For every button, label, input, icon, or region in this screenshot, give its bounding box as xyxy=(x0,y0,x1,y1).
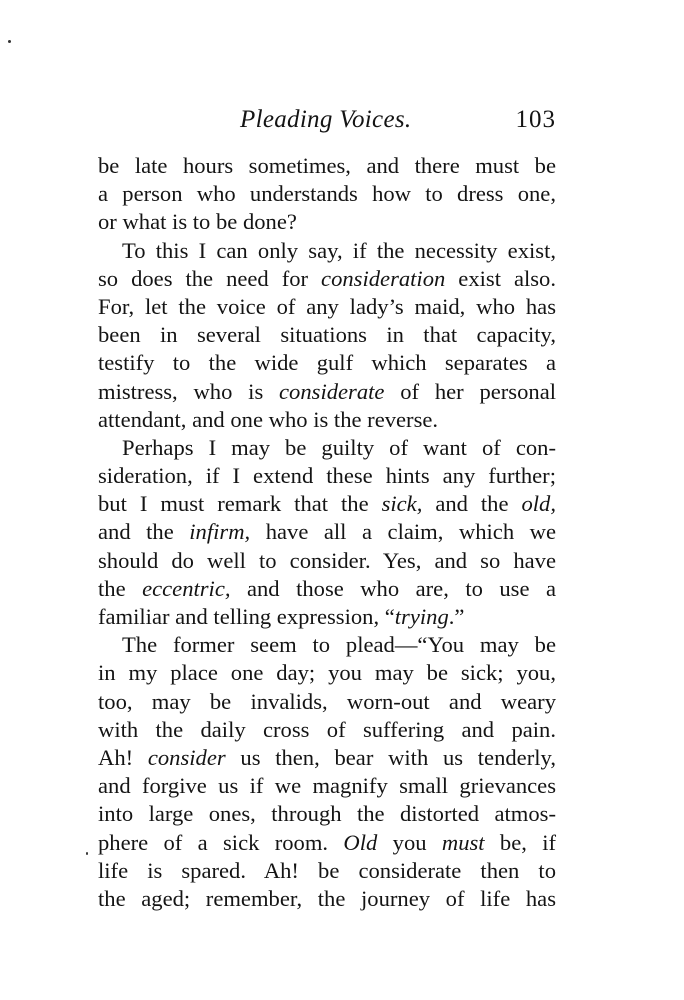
margin-speck xyxy=(8,40,11,43)
text-line xyxy=(98,434,556,462)
text-segment: To this I can only say, if the necessity exist, xyxy=(122,237,556,263)
text-line xyxy=(98,659,556,687)
text-line xyxy=(98,688,556,716)
text-line xyxy=(98,490,556,518)
text-segment: but I must remark that the xyxy=(98,491,382,517)
text-line xyxy=(98,885,556,913)
text-line xyxy=(98,152,556,180)
text-segment: should do well to consider. Yes, and so have xyxy=(98,547,556,573)
text-segment: so does the need for xyxy=(98,265,322,291)
text-line xyxy=(98,772,556,800)
text-segment: life is spared. Ah! be considerate then to xyxy=(98,857,556,883)
text-segment: the aged; remember, the journey of life has xyxy=(98,885,556,911)
page-number: 103 xyxy=(515,106,556,133)
text-segment: attendant, and one who is the reverse. xyxy=(98,406,439,432)
text-line xyxy=(98,180,556,208)
running-title: Pleading Voices. xyxy=(240,106,412,133)
text-line xyxy=(98,208,556,236)
text-segment: and the xyxy=(98,519,190,545)
text-segment: you xyxy=(377,829,442,855)
text-line xyxy=(98,603,556,631)
text-segment: be, if xyxy=(484,829,556,855)
text-segment: a person who understands how to dress one, xyxy=(98,181,556,207)
text-line xyxy=(98,631,556,659)
text-line xyxy=(98,857,556,885)
text-segment: The former seem to plead—“You may be xyxy=(122,632,556,658)
text-segment: familiar and telling expression, “ xyxy=(98,604,395,629)
text-segment: us then, bear with us tenderly, xyxy=(225,744,556,770)
text-line xyxy=(98,518,556,546)
text-segment: and those who are, to use a xyxy=(230,575,556,601)
italic-text: considerate xyxy=(279,378,385,404)
italic-text: eccentric, xyxy=(142,575,231,601)
italic-text: consideration xyxy=(321,265,446,291)
text-segment: with the daily cross of suffering and pain. xyxy=(98,716,556,742)
text-segment: the xyxy=(98,575,143,601)
text-segment: sideration, if I extend these hints any further; xyxy=(98,463,556,489)
italic-text: trying xyxy=(394,604,449,629)
text-segment: too, may be invalids, worn-out and weary xyxy=(98,688,556,714)
text-line xyxy=(98,716,556,744)
text-line xyxy=(98,744,556,772)
text-segment: into large ones, through the distorted atmos- xyxy=(98,801,556,827)
text-segment: been in several situations in that capacity, xyxy=(98,322,556,348)
text-segment: mistress, who is xyxy=(98,378,280,404)
text-line xyxy=(98,462,556,490)
text-line xyxy=(98,800,556,828)
text-line xyxy=(98,406,556,434)
text-line xyxy=(98,547,556,575)
text-segment: or what is to be done? xyxy=(98,209,297,235)
body-text xyxy=(98,152,556,913)
italic-text: old, xyxy=(521,491,557,517)
text-line xyxy=(98,265,556,293)
text-segment: exist also. xyxy=(445,265,557,291)
text-segment: phere of a sick room. xyxy=(98,829,344,855)
text-line xyxy=(98,349,556,377)
text-segment: testify to the wide gulf which separates a xyxy=(98,350,556,376)
text-line xyxy=(98,378,556,406)
text-segment: in my place one day; you may be sick; you, xyxy=(98,660,556,686)
text-line xyxy=(98,293,556,321)
text-line xyxy=(98,575,556,603)
italic-text: Old xyxy=(343,829,378,855)
text-line xyxy=(98,829,556,857)
text-line xyxy=(98,237,556,265)
margin-speck xyxy=(86,852,88,855)
text-segment: of her personal xyxy=(384,378,556,404)
text-segment: and the xyxy=(422,491,522,517)
text-segment: have all a claim, which we xyxy=(250,519,556,545)
text-segment: and forgive us if we magnify small grievances xyxy=(98,773,556,799)
text-segment: Ah! xyxy=(98,744,148,770)
italic-text: must xyxy=(441,829,485,855)
text-segment: Perhaps I may be guilty of want of con- xyxy=(122,434,556,460)
italic-text: sick, xyxy=(381,491,423,517)
italic-text: consider xyxy=(147,744,226,770)
text-segment: For, let the voice of any lady’s maid, who has xyxy=(98,293,556,319)
italic-text: infirm, xyxy=(189,519,251,545)
text-segment: be late hours sometimes, and there must be xyxy=(98,153,556,178)
page-header xyxy=(98,106,556,142)
text-line xyxy=(98,321,556,349)
text-segment: .” xyxy=(448,604,465,629)
